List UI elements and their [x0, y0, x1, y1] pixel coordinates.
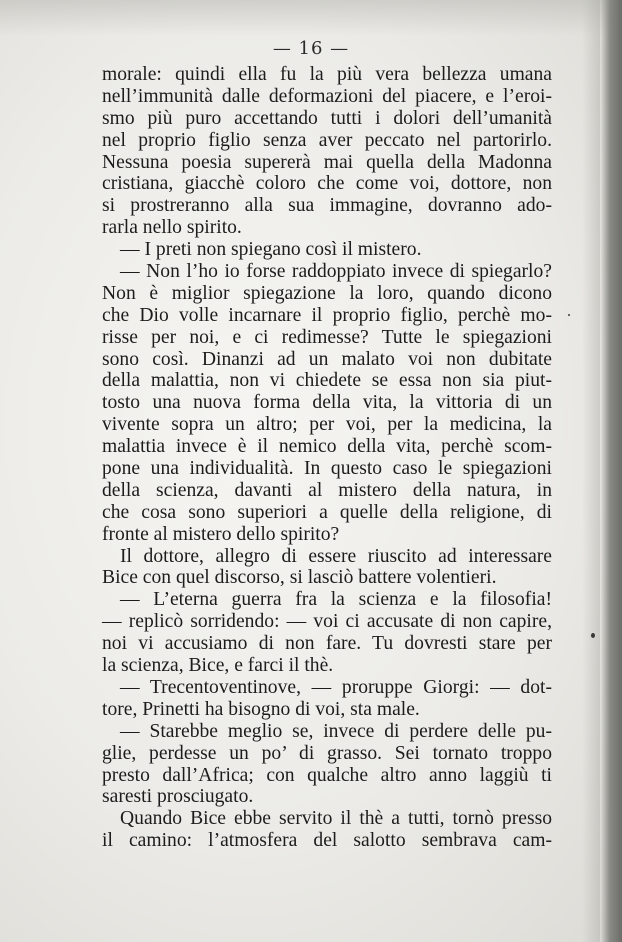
text-line: — Non l’ho io forse raddoppiato invece di spiegarlo? — [120, 261, 552, 283]
text-line: Il dottore, allegro di essere riuscito ad interessare — [120, 545, 552, 567]
ink-speck — [591, 633, 595, 638]
text-line: si prostreranno alla sua immagine, dovranno ado- — [102, 195, 552, 217]
text-line: — I preti non spiegano così il mistero. — [120, 239, 422, 261]
text-line: tore, Prinetti ha bisogno di voi, sta male. — [102, 698, 420, 720]
text-line: il camino: l’atmosfera del salotto sembrava cam- — [102, 830, 552, 852]
text-line: morale: quindi ella fu la più vera bellezza umana — [102, 64, 552, 85]
text-line: della scienza, davanti al mistero della natura, in — [102, 479, 552, 501]
text-line: vivente sopra un altro; per voi, per la medicina, la — [102, 414, 552, 436]
text-line: malattia invece è il nemico della vita, perchè scom- — [102, 436, 552, 458]
text-line: smo più puro accettando tutti i dolori dell’umanità — [102, 107, 552, 129]
text-line: Bice con quel discorso, si lasciò battere volentieri. — [102, 567, 497, 589]
text-line: Nessuna poesia supererà mai quella della Madonna — [102, 151, 552, 173]
text-line: la scienza, Bice, e farci il thè. — [102, 655, 334, 677]
text-line: — L’eterna guerra fra la scienza e la filosofia! — [120, 589, 552, 611]
text-line: rarla nello spirito. — [102, 217, 242, 239]
binding-shadow — [582, 0, 600, 942]
body-text — [102, 64, 552, 852]
text-line: — Starebbe meglio se, invece di perdere delle pu- — [120, 720, 552, 742]
text-line: glie, perdesse un po’ di grasso. Sei tornato troppo — [102, 742, 552, 764]
text-line: Non è miglior spiegazione la loro, quando dicono — [102, 282, 552, 304]
text-line: risse per noi, e ci redimesse? Tutte le spiegazioni — [102, 326, 552, 348]
text-line: presto dall’Africa; con qualche altro anno laggiù ti — [102, 764, 552, 786]
text-line: Quando Bice ebbe servito il thè a tutti, tornò presso — [120, 808, 552, 830]
text-line: saresti prosciugato. — [102, 786, 254, 808]
text-line: fronte al mistero dello spirito? — [102, 523, 340, 545]
text-line: — Trecentoventinove, — proruppe Giorgi: — dot- — [120, 676, 552, 698]
text-line: cristiana, giacchè coloro che come voi, dottore, non — [102, 173, 552, 195]
scan-top-shading — [0, 0, 622, 36]
text-line: che Dio volle incarnare il proprio figlio, perchè mo- — [102, 304, 552, 326]
page-binding-edge — [600, 0, 622, 942]
text-line: tosto una nuova forma della vita, la vittoria di un — [102, 392, 552, 414]
text-line: — replicò sorridendo: — voi ci accusate di non capire, — [102, 611, 552, 633]
text-line: nell’immunità dalle deformazioni del piacere, e l’eroi- — [102, 85, 552, 107]
text-line: noi vi accusiamo di non fare. Tu dovresti stare per — [102, 633, 552, 655]
text-line: che cosa sono superiori a quelle della religione, di — [102, 501, 552, 523]
text-line: sono così. Dinanzi ad un malato voi non dubitate — [102, 348, 552, 370]
text-line: della malattia, non vi chiedete se essa non sia piut- — [102, 370, 552, 392]
text-line: nel proprio figlio senza aver peccato nel partorirlo. — [102, 129, 552, 151]
text-line: pone una individualità. In questo caso le spiegazioni — [102, 458, 552, 480]
page-number: — 16 — — [272, 38, 350, 59]
ink-speck — [568, 314, 570, 316]
